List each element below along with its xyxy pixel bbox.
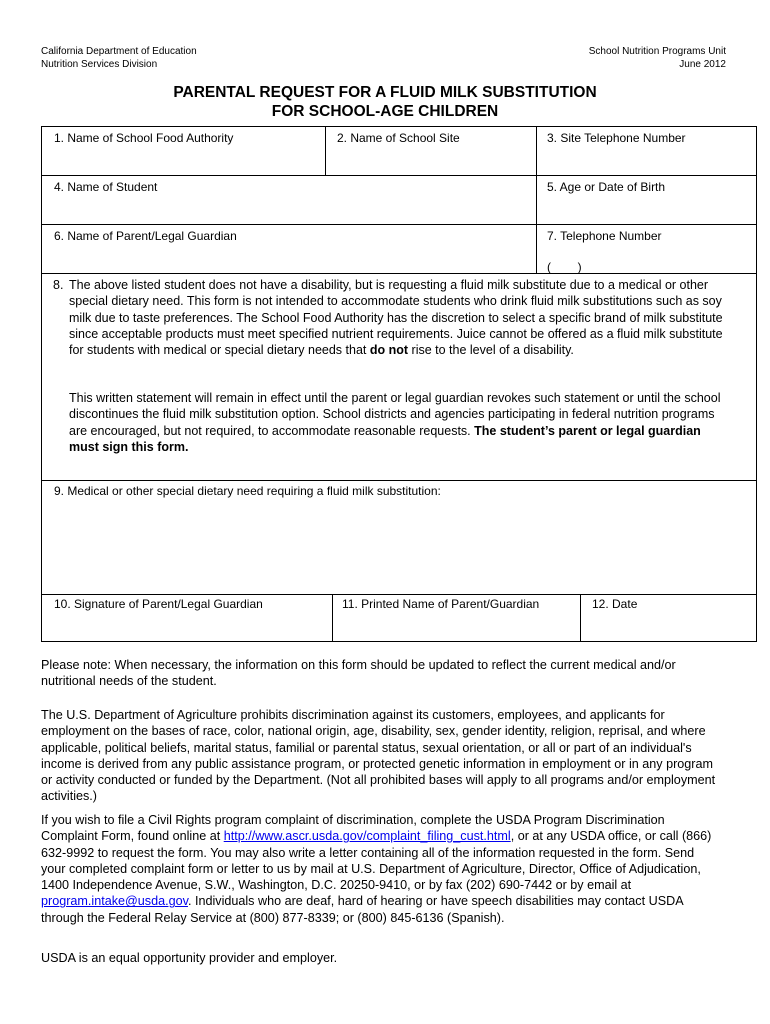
form-divider <box>42 480 756 481</box>
form-divider <box>42 594 756 595</box>
telephone-field[interactable]: 7. Telephone Number <box>547 229 662 243</box>
effect-paragraph: This written statement will remain in effect until the parent or legal guardian revokes such statement or until the school discontinues the fluid milk substitution option. School districts and agencies participating in federal nutrition programs are encouraged, but not required, to accommodate reasonable requests. The student’s parent or legal guardian must sign this form. <box>69 391 721 454</box>
unit-header <box>589 45 726 71</box>
form-divider <box>42 175 756 176</box>
form-date: June 2012 <box>679 59 726 70</box>
site-telephone-field[interactable]: 3. Site Telephone Number <box>547 131 686 145</box>
age-dob-field[interactable]: 5. Age or Date of Birth <box>547 180 666 194</box>
unit-name: School Nutrition Programs Unit <box>588 46 726 57</box>
form-divider <box>42 224 756 225</box>
guardian-name-field[interactable]: 6. Name of Parent/Legal Guardian <box>54 229 237 243</box>
date-field[interactable]: 12. Date <box>592 597 638 611</box>
area-code-parens: ( ) <box>547 260 582 274</box>
form-divider <box>42 273 756 274</box>
student-name-field[interactable]: 4. Name of Student <box>54 180 158 194</box>
signature-field[interactable]: 10. Signature of Parent/Legal Guardian <box>54 597 263 611</box>
agency-name: California Department of Education <box>41 46 197 57</box>
school-site-field[interactable]: 2. Name of School Site <box>337 131 460 145</box>
please-note-paragraph: Please note: When necessary, the information on this form should be updated to reflect the current medical and/or nutritional needs of the student. <box>41 658 676 689</box>
page-title <box>0 83 770 121</box>
civil-rights-paragraph: If you wish to file a Civil Rights program complaint of discrimination, complete the USDA Program Discrimination Complaint Form, found online at http://www.ascr.usda.gov/complaint_filing_cust.html, or at any USDA office, or call (866) 632-9992 to request the form. You may also write a letter containing all of the information requested in the form. Send your completed complaint form or letter to us by mail at U.S. Department of Agriculture, Director, Office of Adjudication, 1400 Independence Avenue, S.W., Washington, D.C. 20250-9410, or by fax (202) 690-7442 or by email at program.intake@usda.gov. Individuals who are deaf, hard of hearing or have speech disabilities may contact USDA through the Federal Relay Service at (800) 877-8339; or (800) 845-6136 (Spanish). <box>41 813 712 925</box>
equal-opportunity-statement: USDA is an equal opportunity provider and employer. <box>41 951 338 965</box>
signature-requirement: The student’s parent or legal guardian must sign this form. <box>69 423 701 454</box>
form-divider <box>536 127 537 273</box>
division-name: Nutrition Services Division <box>41 59 158 70</box>
form-divider <box>332 594 333 642</box>
form-divider <box>325 127 326 175</box>
dietary-need-field[interactable]: 9. Medical or other special dietary need requiring a fluid milk substitution: <box>54 484 441 498</box>
agency-header <box>41 45 197 71</box>
title-line-1: PARENTAL REQUEST FOR A FLUID MILK SUBSTITUTION <box>173 84 597 101</box>
statement-paragraph: 8. The above listed student does not have a disability, but is requesting a fluid milk substitute due to a medical or other special dietary need. This form is not intended to accommodate students who drink fluid milk substitutions such as soy milk due to taste preferences. The School Food Authority has the discretion to select a specific brand of milk substitute since acceptable products must meet specified nutrient requirements. Juice cannot be offered as a fluid milk substitute for students with medical or special dietary needs that do not rise to the level of a disability. <box>53 278 723 358</box>
title-line-2: FOR SCHOOL-AGE CHILDREN <box>271 103 499 120</box>
request-form <box>41 126 757 642</box>
item-8-number: 8. <box>53 278 64 292</box>
nondiscrimination-paragraph: The U.S. Department of Agriculture prohibits discrimination against its customers, employees, and applicants for employment on the bases of race, color, national origin, age, disability, sex, gender identity, religion, reprisal, and where applicable, political beliefs, marital status, familial or parental status, sexual orientation, or all or part of an individual's income is derived from any public assistance program, or protected genetic information in employment or in any program or activity conducted or funded by the Department. (Not all prohibited bases will apply to all programs and/or employment activities.) <box>41 708 716 804</box>
form-divider <box>580 594 581 642</box>
school-food-authority-field[interactable]: 1. Name of School Food Authority <box>54 131 234 145</box>
complaint-form-link[interactable]: http://www.ascr.usda.gov/complaint_filing_cust.html <box>223 829 511 844</box>
email-link[interactable]: program.intake@usda.gov <box>41 894 188 909</box>
printed-name-field[interactable]: 11. Printed Name of Parent/Guardian <box>342 597 540 611</box>
